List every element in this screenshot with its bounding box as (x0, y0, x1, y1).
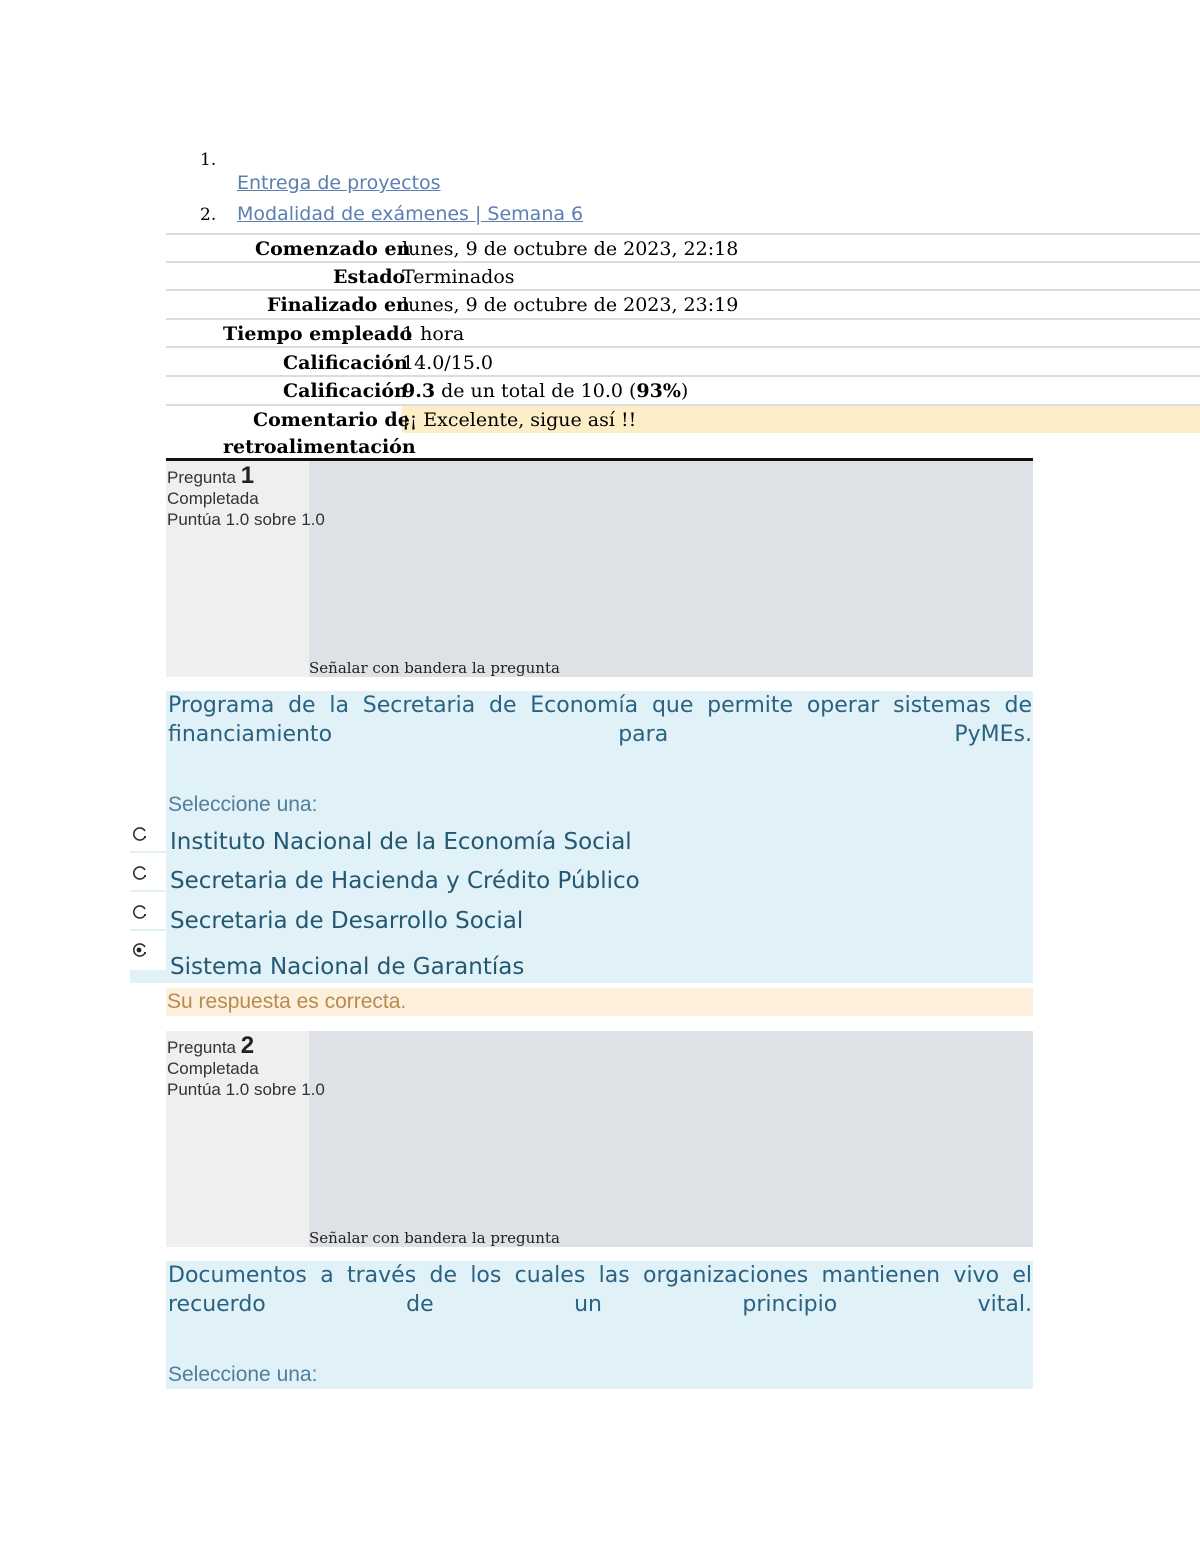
radio-option-3[interactable] (131, 904, 147, 920)
question-1-state: Completada (167, 489, 259, 508)
question-2-state: Completada (167, 1059, 259, 1078)
question-2-flag-link[interactable]: Señalar con bandera la pregunta (309, 1229, 560, 1247)
option-2-label[interactable]: Secretaria de Hacienda y Crédito Público (170, 868, 640, 894)
question-1-info (166, 461, 1033, 677)
grade-percent: 93% (636, 380, 681, 402)
question-2-number: 2 (240, 1032, 255, 1059)
state-value: Terminados (402, 266, 515, 288)
question-1-option-strip (130, 970, 166, 983)
grade-value-bold: 9.3 (402, 380, 436, 402)
breadcrumb-link-entrega[interactable]: Entrega de proyectos (237, 172, 441, 194)
radio-option-4-selected[interactable] (131, 942, 147, 958)
breadcrumb-link-modalidad[interactable]: Modalidad de exámenes | Semana 6 (237, 203, 584, 225)
question-2-score: Puntúa 1.0 sobre 1.0 (167, 1080, 325, 1099)
question-1-flag-link[interactable]: Señalar con bandera la pregunta (309, 659, 560, 677)
radio-separator (130, 851, 166, 853)
started-value: lunes, 9 de octubre de 2023, 22:18 (402, 238, 739, 260)
started-label: Comenzado en (255, 238, 411, 260)
question-1-number: 1 (240, 462, 255, 489)
finished-value: lunes, 9 de octubre de 2023, 23:19 (402, 294, 739, 316)
question-1-info-lines (167, 462, 325, 530)
option-3-label[interactable]: Secretaria de Desarrollo Social (170, 908, 524, 934)
question-2-content (166, 1261, 1033, 1389)
state-label: Estado (333, 266, 406, 288)
grade-value (402, 380, 688, 402)
option-1-label[interactable]: Instituto Nacional de la Economía Social (170, 829, 632, 855)
question-1-feedback-text: Su respuesta es correcta. (167, 990, 407, 1013)
grade-value-mid: de un total de 10.0 ( (435, 380, 637, 402)
time-value: 1 hora (402, 323, 465, 345)
grade-label: Calificación (283, 380, 408, 402)
question-1-score: Puntúa 1.0 sobre 1.0 (167, 510, 325, 529)
question-2-text: Documentos a través de los cuales las organizaciones mantienen vivo el recuerdo de un principio vital. (168, 1263, 1032, 1317)
marks-value: 14.0/15.0 (402, 352, 494, 374)
summary-row-state (166, 261, 1200, 290)
feedback-label-2: retroalimentación (223, 436, 416, 458)
radio-separator (130, 929, 166, 931)
radio-option-2[interactable] (131, 865, 147, 881)
question-1-prompt: Seleccione una: (168, 793, 318, 816)
option-4-label[interactable]: Sistema Nacional de Garantías (170, 954, 525, 980)
question-2-info (166, 1031, 1033, 1247)
time-label: Tiempo empleado (223, 323, 413, 345)
question-1-label: Pregunta (167, 468, 236, 487)
question-1-text: Programa de la Secretaria de Economía que permite operar sistemas de financiamiento para PyMEs. (168, 693, 1032, 747)
feedback-value: ¡¡ Excelente, sigue así !! (402, 409, 637, 431)
radio-separator (130, 890, 166, 892)
breadcrumb-number-2: 2. (200, 205, 217, 225)
finished-label: Finalizado en (267, 294, 410, 316)
marks-label: Calificación (283, 352, 408, 374)
question-1-feedback (166, 988, 1033, 1016)
question-2-label: Pregunta (167, 1038, 236, 1057)
question-2-info-lines (167, 1032, 325, 1100)
breadcrumb-number-1: 1. (200, 150, 217, 170)
grade-value-end: ) (680, 380, 689, 402)
question-2-prompt: Seleccione una: (168, 1363, 318, 1386)
radio-option-1[interactable] (131, 826, 147, 842)
feedback-label: Comentario de (253, 409, 410, 431)
